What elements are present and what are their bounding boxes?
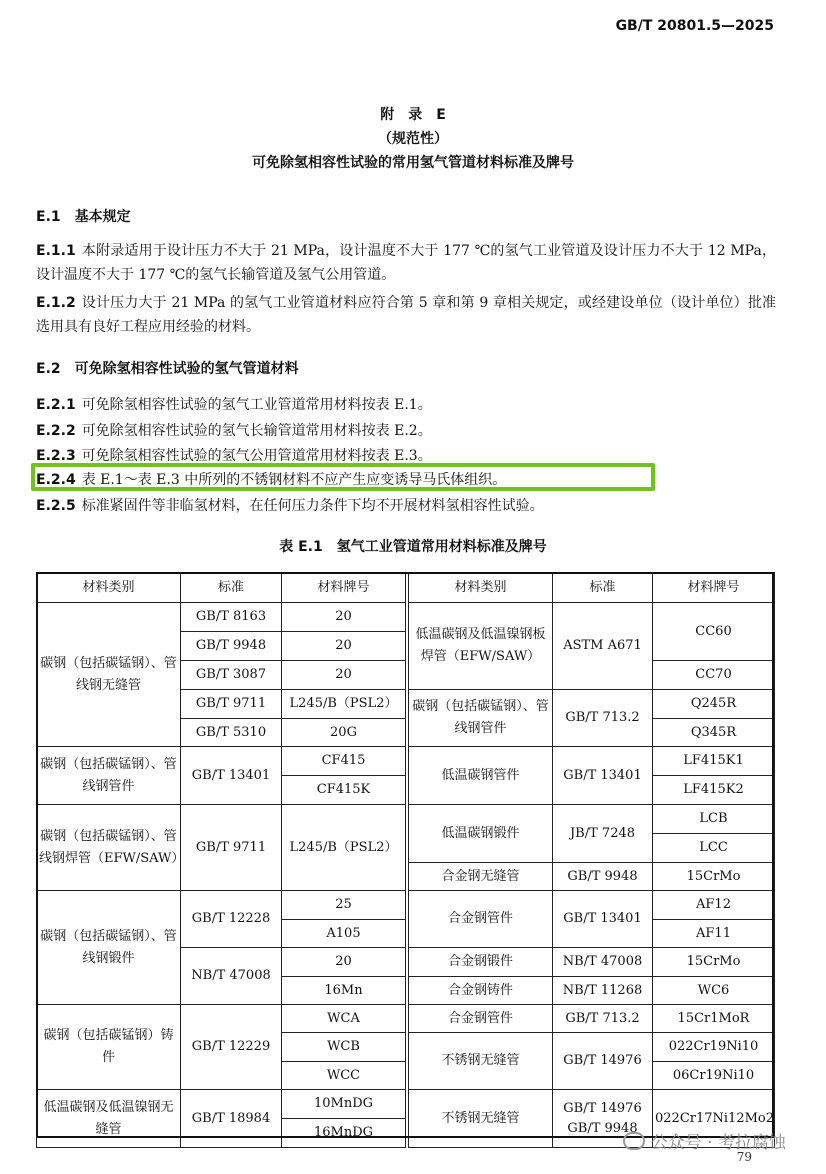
page-number: 79: [736, 1150, 752, 1164]
category-cell: 碳钢（包括碳锰钢）、管线钢管件: [37, 747, 181, 805]
category-cell: 合金钢锻件: [409, 948, 553, 977]
clause-text: 表 E.1～表 E.3 中所列的不锈钢材料不应产生应变诱导马氏体组织。: [81, 472, 507, 488]
standard-cell: GB/T 9711: [181, 805, 282, 891]
watermark-text: 公众号 · 考拉腐蚀: [650, 1133, 786, 1153]
standard-cell: NB/T 47008: [181, 948, 282, 1005]
clause-e1-2: [36, 291, 776, 339]
appendix-nature: （规范性）: [378, 131, 448, 147]
grade-cell: A105: [282, 920, 406, 948]
clause-text: 可免除氢相容性试验的氢气工业管道常用材料按表 E.1。: [81, 397, 432, 413]
grade-cell: LF415K2: [653, 776, 775, 805]
standard-cell: GB/T 9948: [181, 632, 282, 661]
standard-cell: GB/T 9711: [181, 690, 282, 719]
grade-cell: Q245R: [653, 690, 775, 719]
materials-table: [36, 572, 774, 1138]
clause-number: E.2.4: [36, 472, 76, 488]
clause-text: 可免除氢相容性试验的氢气公用管道常用材料按表 E.3。: [81, 448, 432, 464]
grade-cell: L245/B（PSL2）: [282, 690, 406, 719]
grade-cell: 15CrMo: [653, 948, 775, 977]
standard-cell: GB/T 18984: [181, 1090, 282, 1148]
category-cell: 低温碳钢管件: [409, 747, 553, 805]
grade-cell: 022Cr19Ni10: [653, 1033, 775, 1062]
standard-cell: JB/T 7248: [553, 805, 653, 863]
standard-cell: GB/T 13401: [553, 747, 653, 805]
table-header-row: [37, 573, 775, 603]
standard-cell: GB/T 13401: [181, 747, 282, 805]
header-grade: 材料牌号: [653, 573, 775, 603]
clause-e1-1: [36, 239, 776, 287]
category-cell: 碳钢（包括碳锰钢）、管线钢焊管（EFW/SAW）: [37, 805, 181, 891]
section-e1-heading: E.1 基本规定: [36, 209, 131, 225]
clause-number: E.1.1: [36, 243, 76, 259]
grade-cell: AF11: [653, 920, 775, 948]
grade-cell: 15Cr1MoR: [653, 1005, 775, 1033]
grade-cell: CC60: [653, 603, 775, 661]
category-cell: 合金钢铸件: [409, 977, 553, 1005]
category-cell: 不锈钢无缝管: [409, 1033, 553, 1090]
category-cell: 合金钢管件: [409, 891, 553, 948]
grade-cell: WCC: [282, 1062, 406, 1090]
grade-cell: CF415K: [282, 776, 406, 805]
table-title: 表 E.1 氢气工业管道常用材料标准及牌号: [279, 539, 547, 555]
header-standard: 标准: [181, 573, 282, 603]
standard-line: GB/T 9948: [567, 1120, 638, 1136]
grade-cell: LCC: [653, 834, 775, 863]
category-cell: 碳钢（包括碳锰钢）、管线钢无缝管: [37, 603, 181, 747]
category-cell: 不锈钢无缝管: [409, 1090, 553, 1148]
grade-cell: 16Mn: [282, 977, 406, 1005]
grade-cell: 10MnDG: [282, 1090, 406, 1119]
grade-cell: 20: [282, 948, 406, 977]
grade-cell: 16MnDG: [282, 1119, 406, 1148]
standard-cell: ASTM A671: [553, 603, 653, 690]
grade-cell: 20G: [282, 719, 406, 747]
clause-text: 设计压力大于 21 MPa 的氢气工业管道材料应符合第 5 章和第 9 章相关规定，或经建设单位（设计单位）批准选用具有良好工程应用经验的材料。: [36, 295, 776, 335]
grade-cell: AF12: [653, 891, 775, 920]
clause-number: E.2.1: [36, 397, 76, 413]
standard-cell: GB/T 713.2: [553, 1005, 653, 1033]
standard-cell: GB/T 12228: [181, 891, 282, 948]
clause-e2-2: [36, 419, 776, 443]
appendix-title: 附 录 E: [380, 107, 446, 123]
category-cell: 合金钢无缝管: [409, 863, 553, 891]
standard-cell: GB/T 713.2: [553, 690, 653, 747]
grade-cell: 25: [282, 891, 406, 920]
grade-cell: LF415K1: [653, 747, 775, 776]
grade-cell: CF415: [282, 747, 406, 776]
standard-cell: NB/T 11268: [553, 977, 653, 1005]
grade-cell: WC6: [653, 977, 775, 1005]
standard-cell: GB/T 3087: [181, 661, 282, 690]
watermark: [623, 1128, 786, 1153]
category-cell: 碳钢（包括碳锰钢）、管线钢管件: [409, 690, 553, 747]
category-cell: 合金钢管件: [409, 1005, 553, 1033]
clause-number: E.1.2: [36, 295, 76, 311]
header-grade: 材料牌号: [282, 573, 406, 603]
clause-text: 本附录适用于设计压力不大于 21 MPa，设计温度不大于 177 ℃的氢气工业管道及设计压力不大于 12 MPa，设计温度不大于 177 ℃的氢气长输管道及氢气公用管道。: [36, 243, 776, 283]
category-cell: 低温碳钢及低温镍钢板焊管（EFW/SAW）: [409, 603, 553, 690]
grade-cell: L245/B（PSL2）: [282, 805, 406, 891]
standard-cell: GB/T 14976: [553, 1033, 653, 1090]
clause-number: E.2.5: [36, 498, 76, 514]
standard-cell: GB/T 5310: [181, 719, 282, 747]
grade-cell: WCB: [282, 1033, 406, 1062]
standard-cell: GB/T 13401: [553, 891, 653, 948]
grade-cell: 15CrMo: [653, 863, 775, 891]
grade-cell: 022Cr17Ni12Mo2: [653, 1090, 775, 1148]
grade-cell: 06Cr19Ni10: [653, 1062, 775, 1090]
clause-number: E.2.2: [36, 423, 76, 439]
standard-line: GB/T 14976: [563, 1100, 642, 1116]
clause-text: 标准紧固件等非临氢材料，在任何压力条件下均不开展材料氢相容性试验。: [81, 498, 544, 514]
standard-cell: GB/T 12229: [181, 1005, 282, 1090]
document-number: GB/T 20801.5—2025: [615, 18, 774, 34]
grade-cell: LCB: [653, 805, 775, 834]
header-category: 材料类别: [409, 573, 553, 603]
category-cell: 碳钢（包括碳锰钢）铸件: [37, 1005, 181, 1090]
appendix-subtitle: 可免除氢相容性试验的常用氢气管道材料标准及牌号: [252, 155, 574, 171]
grade-cell: 20: [282, 603, 406, 632]
wechat-icon: [623, 1132, 645, 1150]
category-cell: 低温碳钢锻件: [409, 805, 553, 863]
highlight-box: [31, 463, 655, 491]
section-e2-heading: E.2 可免除氢相容性试验的氢气管道材料: [36, 361, 299, 377]
header-category: 材料类别: [37, 573, 181, 603]
clause-text: 可免除氢相容性试验的氢气长输管道常用材料按表 E.2。: [81, 423, 432, 439]
standard-cell: GB/T 9948: [553, 863, 653, 891]
clause-e2-1: [36, 393, 776, 417]
grade-cell: Q345R: [653, 719, 775, 747]
grade-cell: WCA: [282, 1005, 406, 1033]
grade-cell: 20: [282, 632, 406, 661]
grade-cell: 20: [282, 661, 406, 690]
category-cell: 低温碳钢及低温镍钢无缝管: [37, 1090, 181, 1148]
grade-cell: CC70: [653, 661, 775, 690]
clause-e2-5: [36, 494, 776, 518]
category-cell: 碳钢（包括碳锰钢）、管线钢锻件: [37, 891, 181, 1005]
header-standard: 标准: [553, 573, 653, 603]
standard-cell: NB/T 47008: [553, 948, 653, 977]
clause-number: E.2.3: [36, 448, 76, 464]
standard-cell: GB/T 8163: [181, 603, 282, 632]
